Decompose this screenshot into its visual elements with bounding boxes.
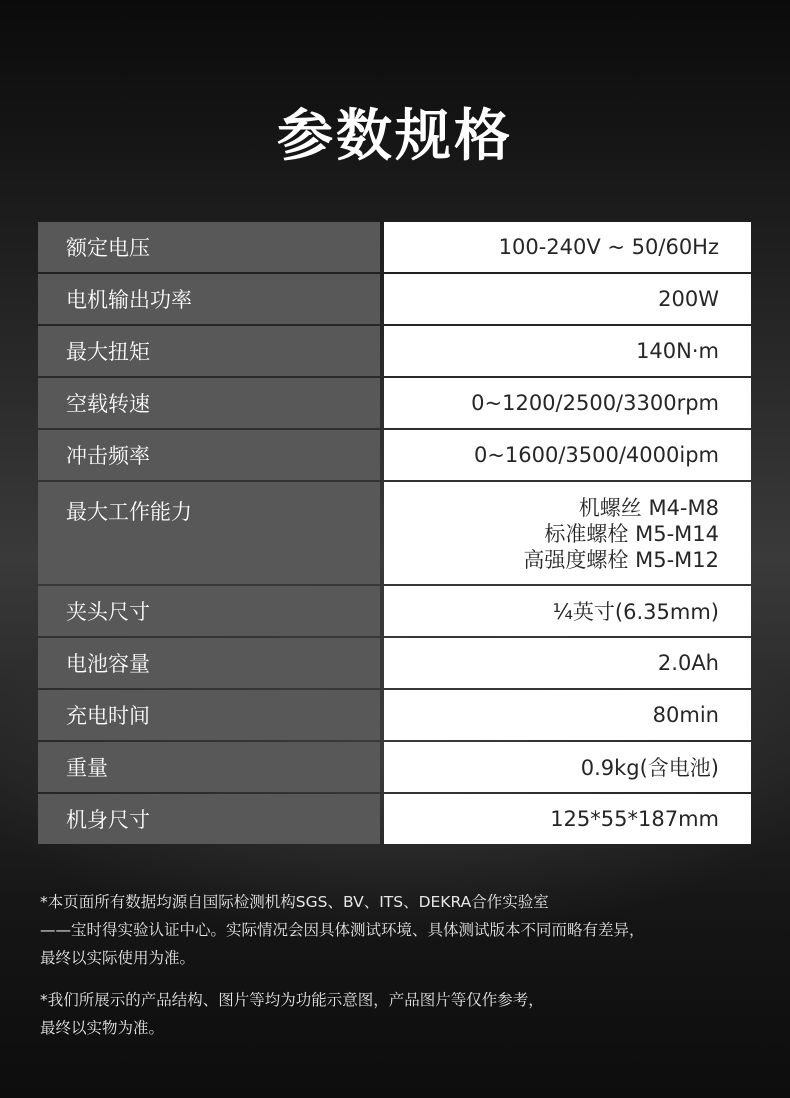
spec-row-motor-power: [38, 274, 751, 324]
disclaimer-line: *我们所展示的产品结构、图片等均为功能示意图，产品图片等仅作参考，: [40, 991, 544, 1009]
disclaimer-images: [40, 986, 760, 1042]
spec-value: 0~1600/3500/4000ipm: [384, 430, 751, 480]
spec-label: 空载转速: [38, 378, 380, 428]
spec-value: 2.0Ah: [384, 638, 751, 688]
spec-label: 电机输出功率: [38, 274, 380, 324]
spec-value: 140N·m: [384, 326, 751, 376]
spec-label: 机身尺寸: [38, 794, 380, 844]
spec-value: 100-240V ~ 50/60Hz: [384, 222, 751, 272]
spec-row-chuck-size: [38, 586, 751, 636]
spec-label: 最大工作能力: [38, 482, 380, 584]
spec-label: 重量: [38, 742, 380, 792]
page-title: 参数规格: [277, 104, 513, 169]
spec-label: 额定电压: [38, 222, 380, 272]
spec-row-charge-time: [38, 690, 751, 740]
spec-row-rated-voltage: [38, 222, 751, 272]
spec-value: 0.9kg(含电池): [384, 742, 751, 792]
disclaimer-line: *本页面所有数据均源自国际检测机构SGS、BV、ITS、DEKRA合作实验室: [40, 893, 549, 911]
capacity-line: 标准螺栓 M5-M14: [544, 522, 719, 546]
disclaimer-data-source: [40, 888, 760, 972]
disclaimer-line: 最终以实物为准。: [40, 1019, 165, 1037]
spec-value: 0~1200/2500/3300rpm: [384, 378, 751, 428]
spec-row-impact-rate: [38, 430, 751, 480]
spec-value: 80min: [384, 690, 751, 740]
disclaimer-line: ——宝时得实验认证中心。实际情况会因具体测试环境、具体测试版本不同而略有差异，: [40, 921, 645, 939]
capacity-line: 高强度螺栓 M5-M12: [523, 548, 719, 572]
spec-table: [38, 222, 751, 844]
disclaimer-line: 最终以实际使用为准。: [40, 949, 196, 967]
spec-value: 125*55*187mm: [384, 794, 751, 844]
spec-label: 夹头尺寸: [38, 586, 380, 636]
capacity-line: 机螺丝 M4-M8: [578, 496, 719, 520]
spec-row-battery-capacity: [38, 638, 751, 688]
spec-row-max-capacity: [38, 482, 751, 584]
spec-row-weight: [38, 742, 751, 792]
spec-value: ¼英寸(6.35mm): [384, 586, 751, 636]
spec-label: 最大扭矩: [38, 326, 380, 376]
spec-value: [384, 482, 751, 584]
spec-label: 充电时间: [38, 690, 380, 740]
spec-value: 200W: [384, 274, 751, 324]
spec-label: 电池容量: [38, 638, 380, 688]
spec-label: 冲击频率: [38, 430, 380, 480]
spec-row-no-load-speed: [38, 378, 751, 428]
spec-row-body-size: [38, 794, 751, 844]
spec-row-max-torque: [38, 326, 751, 376]
